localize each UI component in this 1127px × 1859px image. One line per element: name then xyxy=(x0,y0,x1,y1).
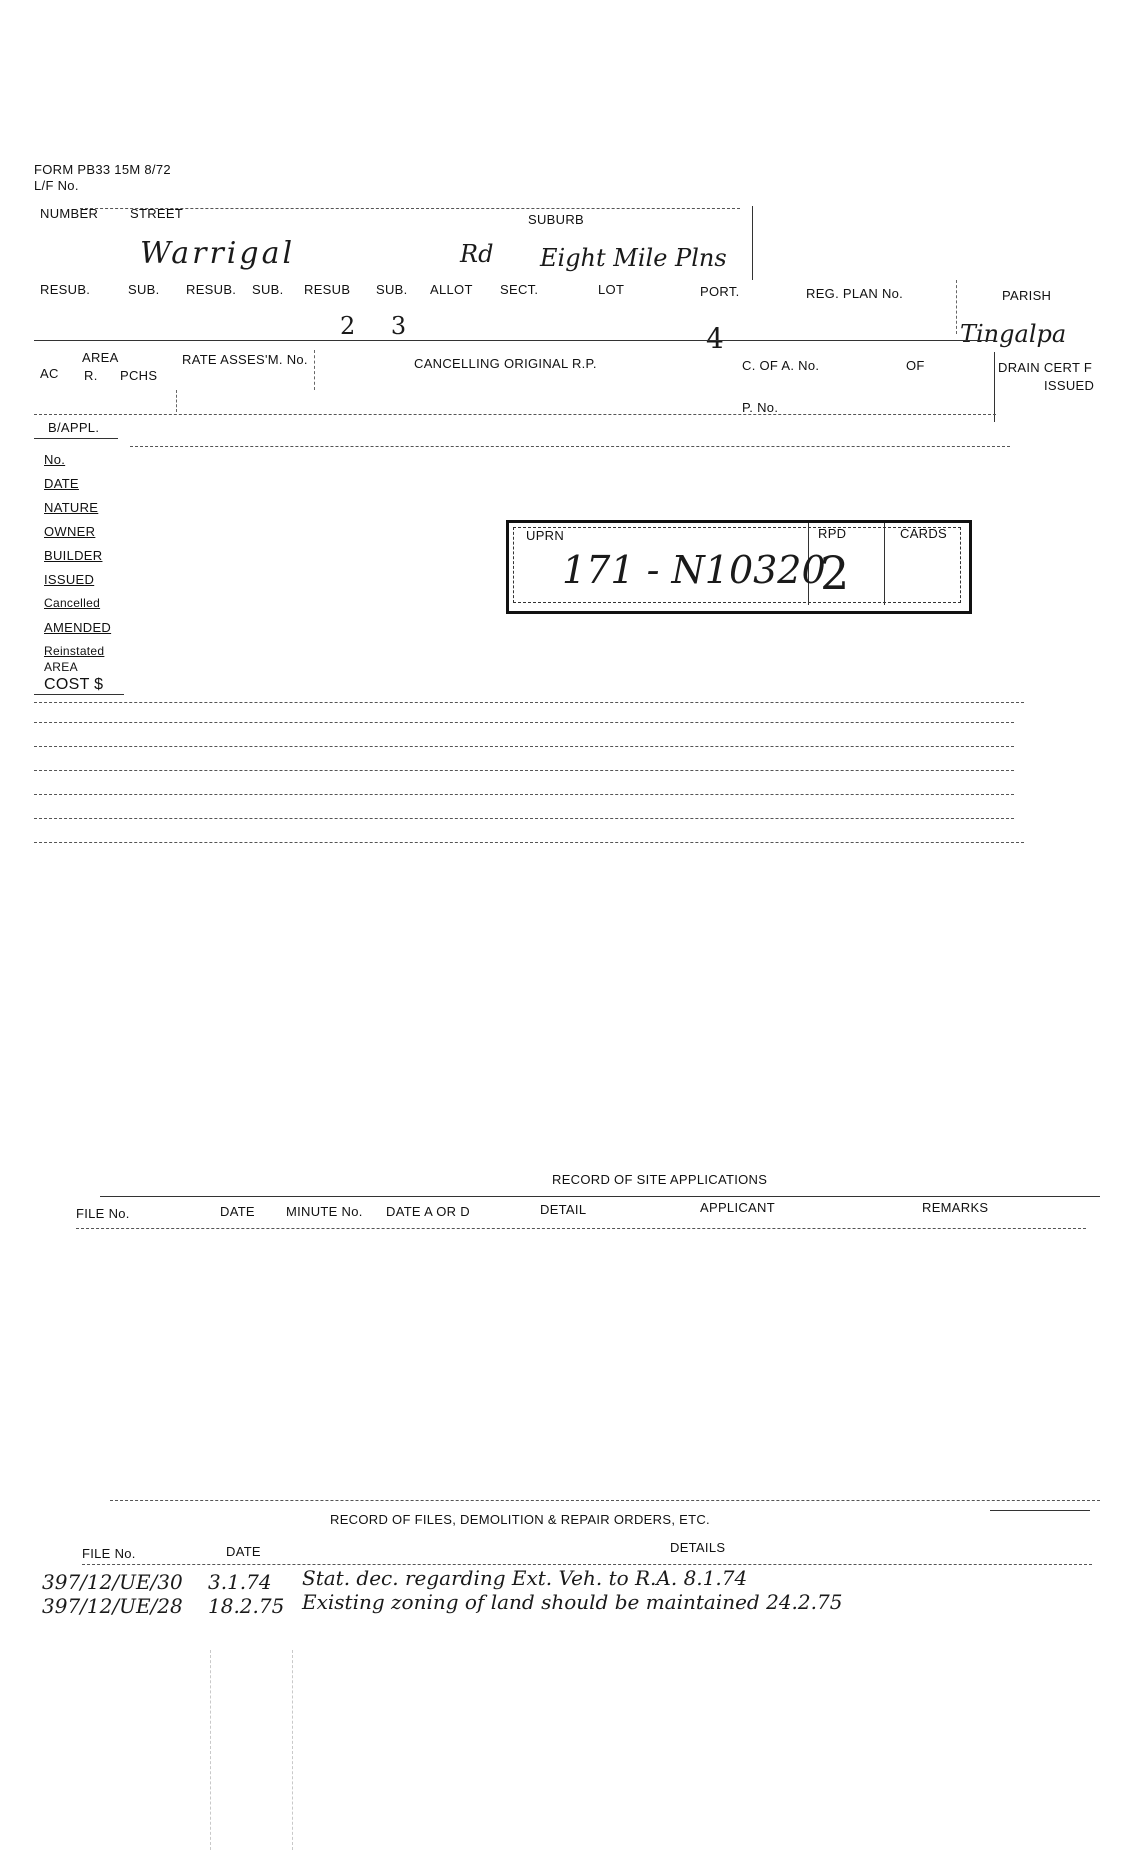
sect-label: SECT. xyxy=(500,282,539,297)
sub-label-1: SUB. xyxy=(128,282,160,297)
suburb-label: SUBURB xyxy=(528,212,584,227)
site-applications-title: RECORD OF SITE APPLICATIONS xyxy=(552,1172,768,1187)
site-header-line xyxy=(76,1228,1086,1229)
area-label: AREA xyxy=(82,350,119,365)
parish-value: Tingalpa xyxy=(960,320,1067,348)
sub-label-3: SUB. xyxy=(376,282,408,297)
files-date-column-marker xyxy=(210,1650,211,1850)
cofa-label: C. OF A. No. xyxy=(742,358,820,373)
site-col-remarks: REMARKS xyxy=(922,1200,989,1215)
bappl-field-owner: OWNER xyxy=(44,524,96,539)
resub-label-3: RESUB xyxy=(304,282,351,297)
bappl-field-reinstated: Reinstated xyxy=(44,644,105,658)
resub-label-1: RESUB. xyxy=(40,282,91,297)
street-label: STREET xyxy=(130,206,184,221)
r-label: R. xyxy=(84,368,98,383)
bappl-row-line xyxy=(34,794,1014,795)
bappl-field-amended: AMENDED xyxy=(44,620,112,635)
rate-assessment-label: RATE ASSES'M. No. xyxy=(182,352,308,367)
parish-label: PARISH xyxy=(1002,288,1052,303)
form-code: FORM PB33 15M 8/72 xyxy=(34,162,171,177)
bappl-top-line xyxy=(130,446,1010,447)
bappl-field-nature: NATURE xyxy=(44,500,99,515)
resub-label-2: RESUB. xyxy=(186,282,237,297)
site-top-line xyxy=(100,1196,1100,1197)
files-col-date: DATE xyxy=(226,1544,261,1559)
allot-label: ALLOT xyxy=(430,282,473,297)
files-header-line xyxy=(82,1564,1092,1565)
files-col-details: DETAILS xyxy=(670,1540,726,1555)
reg-plan-label: REG. PLAN No. xyxy=(806,286,904,301)
bappl-row-line xyxy=(34,818,1014,819)
bappl-field-cancelled: Cancelled xyxy=(44,596,101,610)
cancelling-original-label: CANCELLING ORIGINAL R.P. xyxy=(414,356,597,371)
site-col-file-no: FILE No. xyxy=(76,1206,130,1221)
files-orders-title: RECORD OF FILES, DEMOLITION & REPAIR ORDERS, ETC. xyxy=(330,1512,710,1527)
rpd-cards-divider xyxy=(884,523,885,605)
uprn-label: UPRN xyxy=(526,528,565,543)
bappl-field-cost: COST $ xyxy=(44,676,104,693)
bappl-field-issued: ISSUED xyxy=(44,572,95,587)
ac-label: AC xyxy=(40,366,59,381)
cards-label: CARDS xyxy=(900,526,948,541)
rpd-label: RPD xyxy=(818,526,847,541)
bappl-row-line xyxy=(34,702,1024,703)
bappl-field-date: DATE xyxy=(44,476,79,491)
drain-cert-label: DRAIN CERT F xyxy=(998,360,1093,375)
area-divider xyxy=(176,390,177,412)
bappl-row-line xyxy=(34,770,1014,771)
site-col-date: DATE xyxy=(220,1204,255,1219)
rate-divider xyxy=(314,350,315,390)
bappl-row-line xyxy=(34,722,1014,723)
suburb-value: Eight Mile Plns xyxy=(540,244,727,272)
rd-value: Rd xyxy=(460,240,494,268)
lf-no-label: L/F No. xyxy=(34,178,79,193)
files-col-file-no: FILE No. xyxy=(82,1546,136,1561)
area-row-line xyxy=(34,414,996,415)
bappl-field-builder: BUILDER xyxy=(44,548,103,563)
site-col-detail: DETAIL xyxy=(540,1202,587,1217)
allot-value: 2 3 xyxy=(340,312,421,340)
pchs-label: PCHS xyxy=(120,368,158,383)
file-entry-1-date: 3.1.74 xyxy=(208,1570,272,1594)
site-col-date-a-or-d: DATE A OR D xyxy=(386,1204,470,1219)
site-col-minute-no: MINUTE No. xyxy=(286,1204,363,1219)
bappl-underline xyxy=(34,438,118,439)
files-details-column-marker xyxy=(292,1650,293,1850)
bappl-row-line xyxy=(34,842,1024,843)
files-right-line xyxy=(990,1510,1090,1511)
lot-row-line xyxy=(34,340,994,341)
pno-label: P. No. xyxy=(742,400,779,415)
bappl-field-area: AREA xyxy=(44,660,78,674)
drain-divider xyxy=(994,352,995,422)
sub-label-2: SUB. xyxy=(252,282,284,297)
street-value: Warrigal xyxy=(140,236,296,271)
lot-label: LOT xyxy=(598,282,625,297)
file-entry-2-date: 18.2.75 xyxy=(208,1594,285,1618)
bappl-row-line xyxy=(34,746,1014,747)
file-entry-2-details: Existing zoning of land should be maintained 24.2.75 xyxy=(302,1590,843,1614)
number-label: NUMBER xyxy=(40,206,99,221)
parish-divider xyxy=(956,280,957,334)
cost-underline xyxy=(34,694,124,695)
suburb-divider xyxy=(752,206,753,280)
file-entry-2-file: 397/12/UE/28 xyxy=(42,1594,183,1618)
port-value: 4 xyxy=(706,322,724,355)
drain-issued-label: ISSUED xyxy=(1044,378,1095,393)
file-entry-1-details: Stat. dec. regarding Ext. Veh. to R.A. 8.1.74 xyxy=(302,1566,748,1590)
file-entry-1-file: 397/12/UE/30 xyxy=(42,1570,183,1594)
bappl-field-no: No. xyxy=(44,452,66,467)
site-bottom-line xyxy=(110,1500,1100,1501)
of-label: OF xyxy=(906,358,925,373)
site-col-applicant: APPLICANT xyxy=(700,1200,775,1215)
bappl-heading: B/APPL. xyxy=(48,420,100,435)
uprn-value: 171 - N10320 xyxy=(562,548,826,592)
rpd-value: 2 xyxy=(820,546,850,600)
port-label: PORT. xyxy=(700,284,740,299)
